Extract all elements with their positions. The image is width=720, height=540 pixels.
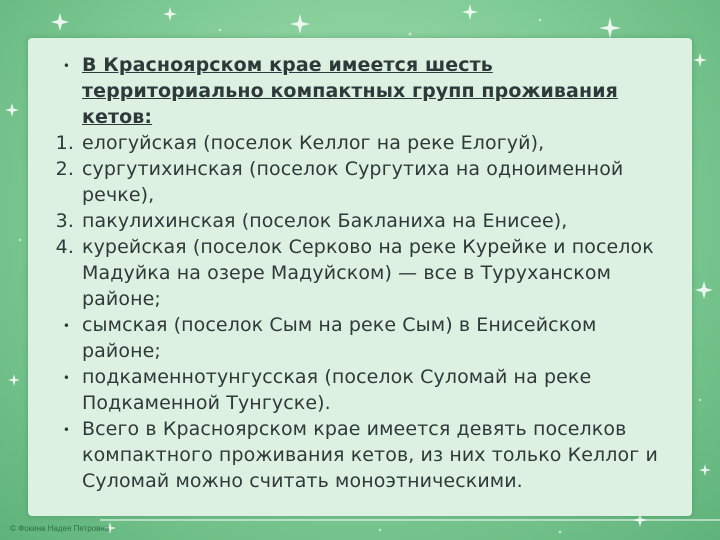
list-item: [38, 416, 658, 494]
list-item: [38, 130, 658, 156]
list-item: [38, 156, 658, 208]
footer-stripe: [100, 519, 720, 521]
list-item-text: елогуйская (поселок Келлог на реке Елогуй),: [82, 132, 545, 154]
number-marker: 3.: [55, 210, 74, 232]
footer-credit: © Фокина Надея Петровна: [10, 524, 110, 533]
list-item-text: сымская (поселок Сым на реке Сым) в Енисейском районе;: [82, 314, 597, 362]
slide-heading: В Красноярском крае имеется шесть территориально компактных групп проживания кетов:: [82, 54, 618, 128]
list-item-text: сургутихинская (поселок Сургутиха на одноименной речке),: [82, 158, 624, 206]
number-marker: 1.: [55, 132, 74, 154]
number-marker: 2.: [55, 158, 74, 180]
list-item: [38, 312, 658, 364]
list: [38, 130, 658, 494]
heading-item: [38, 52, 658, 130]
list-item: [38, 208, 658, 234]
list-item: [38, 234, 658, 312]
bullet-marker: •: [62, 59, 70, 73]
list-item: [38, 364, 658, 416]
bullet-marker: •: [62, 319, 70, 333]
slide-content: [38, 52, 658, 494]
list-item-text: курейская (поселок Серково на реке Курейке и поселок Мадуйка на озере Мадуйском) — все в Туруханском районе;: [82, 236, 654, 310]
bullet-marker: •: [62, 371, 70, 385]
number-marker: 4.: [55, 236, 74, 258]
list-item-text: подкаменнотунгусская (поселок Суломай на реке Подкаменной Тунгуске).: [82, 366, 592, 414]
list-item-text: пакулихинская (поселок Бакланиха на Енисее),: [82, 210, 568, 232]
bullet-marker: •: [62, 423, 70, 437]
list-item-text: Всего в Красноярском крае имеется девять поселков компактного проживания кетов, из них только Келлог и Суломай можно считать моноэтническими.: [82, 418, 658, 492]
